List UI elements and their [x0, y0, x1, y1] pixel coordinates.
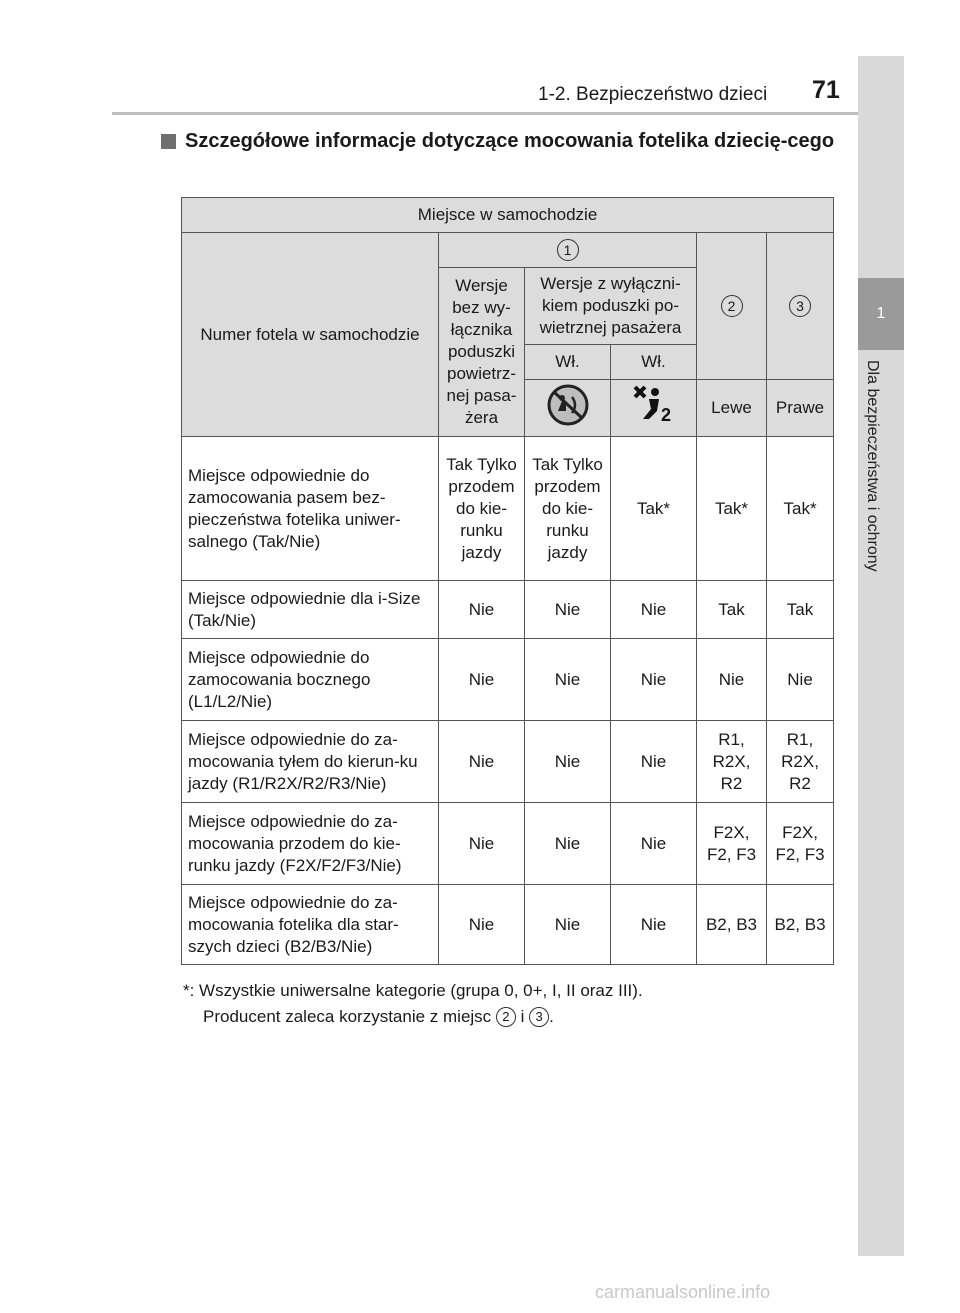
table-cell: Nie	[611, 803, 697, 885]
table-cell: F2X, F2, F3	[697, 803, 767, 885]
header-divider	[112, 112, 860, 115]
table-cell: Nie	[525, 803, 611, 885]
footnote	[183, 978, 843, 1030]
svg-text:2: 2	[660, 405, 671, 425]
table-cell: Tak	[767, 581, 834, 639]
chapter-number-badge: 1	[858, 278, 904, 350]
table-cell: Nie	[439, 721, 525, 803]
footnote-period: .	[549, 1007, 554, 1026]
table-cell: Nie	[611, 639, 697, 721]
table-cell: Tak Tylko przodem do kie-runku jazdy	[525, 437, 611, 581]
table-cell: Nie	[525, 639, 611, 721]
table-cell: Nie	[525, 885, 611, 965]
airbag-prohibited-icon	[544, 383, 592, 427]
seat-2-number: 2	[721, 295, 743, 317]
col-3-side: Prawe	[767, 380, 834, 437]
chapter-side-tab	[858, 56, 904, 1256]
table-cell: B2, B3	[697, 885, 767, 965]
table-cell: Nie	[439, 581, 525, 639]
table-cell: Nie	[525, 581, 611, 639]
table-cell: Nie	[697, 639, 767, 721]
table-cell: Tak*	[697, 437, 767, 581]
table-cell: Tak*	[611, 437, 697, 581]
sub-heading	[185, 126, 835, 157]
watermark: carmanualsonline.info	[595, 1282, 771, 1302]
section-title: 1-2. Bezpieczeństwo dzieci	[538, 84, 768, 105]
row-label: Miejsce odpowiednie do zamocowania bocznego (L1/L2/Nie)	[182, 639, 439, 721]
col-b2-state: Wł.	[611, 345, 697, 380]
airbag-prohibited-cell	[525, 380, 611, 437]
col-b-header: Wersje z wyłączni-kiem poduszki po-wietrznej pasażera	[525, 268, 697, 345]
table-cell: B2, B3	[767, 885, 834, 965]
table-cell: R1, R2X, R2	[697, 721, 767, 803]
child-seat-icon	[629, 383, 679, 427]
row-label: Miejsce odpowiednie do zamocowania pasem bez-pieczeństwa fotelika uniwer-salnego (Tak/Nie)	[182, 437, 439, 581]
row-label: Miejsce odpowiednie do za-mocowania fotelika dla star-szych dzieci (B2/B3/Nie)	[182, 885, 439, 965]
seat-1-header	[439, 233, 697, 268]
seat-number-label: Numer fotela w samochodzie	[182, 233, 439, 437]
table-cell: Nie	[611, 721, 697, 803]
seat-compatibility-table	[181, 197, 834, 965]
table-cell: Tak Tylko przodem do kie-runku jazdy	[439, 437, 525, 581]
table-cell: Nie	[767, 639, 834, 721]
table-cell: Nie	[439, 639, 525, 721]
row-label: Miejsce odpowiednie do za-mocowania przodem do kie-runku jazdy (F2X/F2/F3/Nie)	[182, 803, 439, 885]
table-cell: Nie	[611, 885, 697, 965]
row-label: Miejsce odpowiednie do za-mocowania tyłem do kierun-ku jazdy (R1/R2X/R2/R3/Nie)	[182, 721, 439, 803]
seat-3-header	[767, 233, 834, 380]
col-a-header: Wersje bez wy-łącznika poduszki powietrz-nej pasa-żera	[439, 268, 525, 437]
table-cell: Nie	[525, 721, 611, 803]
child-seat-cell	[611, 380, 697, 437]
seat-2-reference: 2	[496, 1007, 516, 1027]
table-cell: Nie	[611, 581, 697, 639]
footnote-conjunction: i	[520, 1007, 525, 1026]
footnote-line-1: *: Wszystkie uniwersalne kategorie (grupa 0, 0+, I, II oraz III).	[183, 981, 643, 1000]
col-b1-state: Wł.	[525, 345, 611, 380]
seat-2-header	[697, 233, 767, 380]
chapter-title: Dla bezpieczeństwa i ochrony	[864, 360, 881, 572]
footnote-text: Producent zaleca korzystanie z miejsc	[203, 1007, 492, 1026]
heading-bullet-icon	[161, 134, 176, 149]
table-cell: Nie	[439, 803, 525, 885]
table-cell: R1, R2X, R2	[767, 721, 834, 803]
sub-heading-text: Szczegółowe informacje dotyczące mocowania fotelika dziecię-cego	[185, 130, 835, 152]
table-cell: Nie	[439, 885, 525, 965]
seat-1-number: 1	[557, 239, 579, 261]
table-cell: F2X, F2, F3	[767, 803, 834, 885]
seat-3-reference: 3	[529, 1007, 549, 1027]
table-cell: Tak	[697, 581, 767, 639]
footnote-line-2	[183, 1004, 843, 1030]
col-2-side: Lewe	[697, 380, 767, 437]
page-number: 71	[812, 76, 840, 104]
table-cell: Tak*	[767, 437, 834, 581]
seat-3-number: 3	[789, 295, 811, 317]
row-label: Miejsce odpowiednie dla i-Size (Tak/Nie)	[182, 581, 439, 639]
table-top-header: Miejsce w samochodzie	[182, 198, 834, 233]
